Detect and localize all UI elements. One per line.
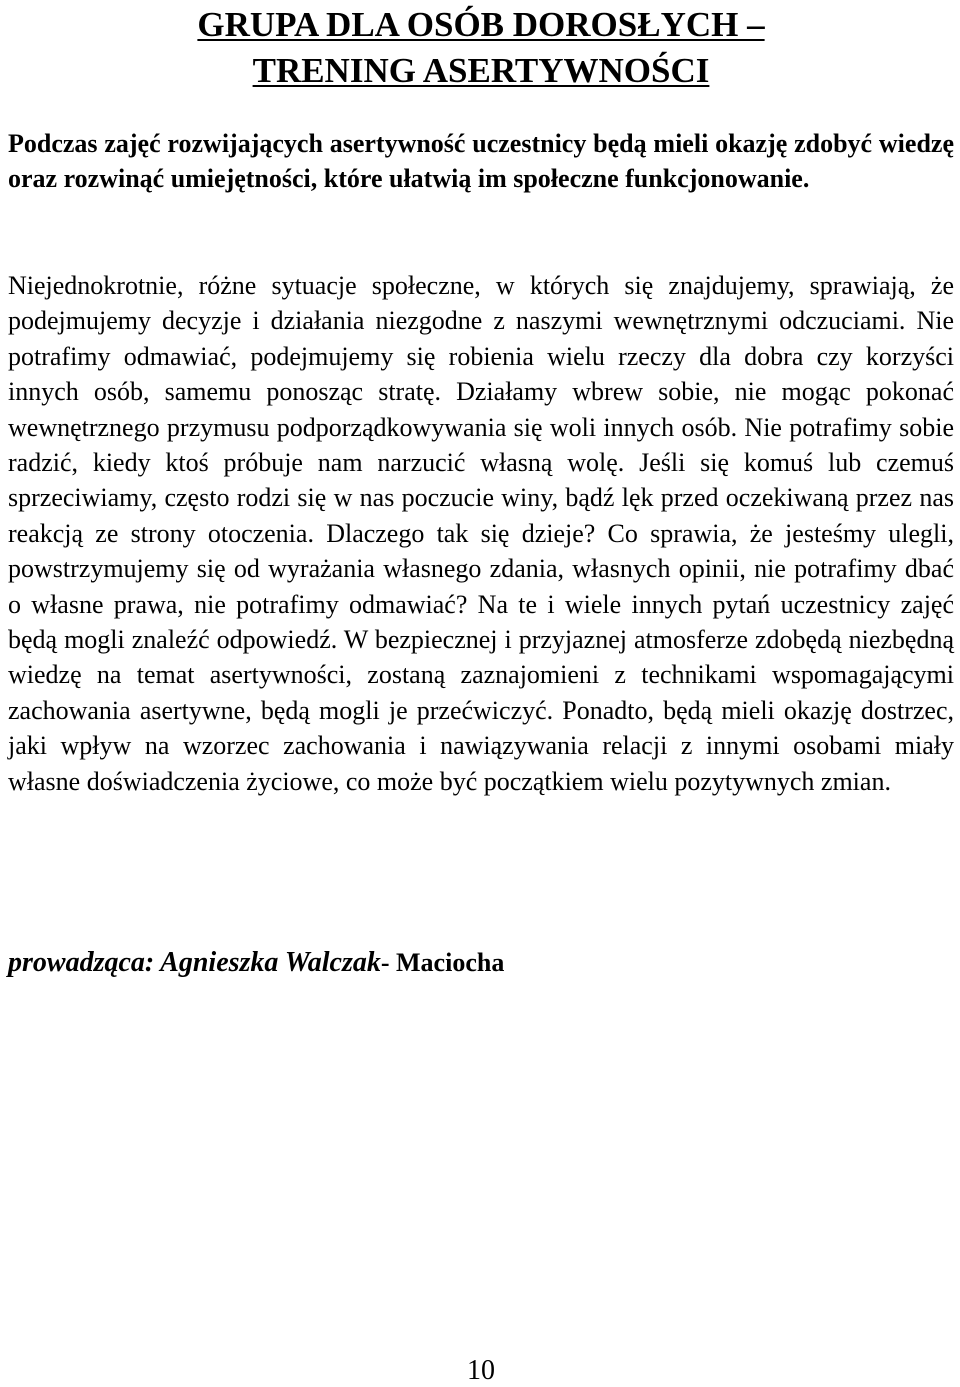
document-title bbox=[8, 0, 954, 94]
lead-paragraph: Podczas zajęć rozwijających asertywność uczestnicy będą mieli okazję zdobyć wiedzę oraz rozwinąć umiejętności, które ułatwią im społeczne funkcjonowanie. bbox=[8, 129, 954, 193]
page-number: 10 bbox=[467, 1355, 495, 1386]
title-line-2: TRENING ASERTYWNOŚCI bbox=[252, 51, 710, 90]
facilitator-line bbox=[8, 945, 504, 981]
title-line-1: GRUPA DLA OSÓB DOROSŁYCH – bbox=[197, 5, 765, 44]
facilitator-role-name: prowadząca: Agnieszka Walczak bbox=[8, 947, 381, 978]
body-paragraph: Niejednokrotnie, różne sytuacje społeczne, w których się znajdujemy, sprawiają, że podejmujemy decyzje i działania niezgodne z naszymi wewnętrznymi odczuciami. Nie potrafimy odmawiać, podejmujemy się robienia wielu rzeczy dla dobra czy korzyści innych osób, samemu ponosząc stratę. Działamy wbrew sobie, nie mogąc pokonać wewnętrznego przymusu podporządkowywania się woli innych osób. Nie potrafimy sobie radzić, kiedy ktoś próbuje nam narzucić własną wolę. Jeśli się komuś lub czemuś sprzeciwiamy, często rodzi się w nas poczucie winy, bądź lęk przed oczekiwaną przez nas reakcją ze strony otoczenia. Dlaczego tak się dzieje? Co sprawia, że jesteśmy ulegli, powstrzymujemy się od wyrażania własnego zdania, własnych opinii, nie potrafimy dbać o własne prawa, nie potrafimy odmawiać? Na te i wiele innych pytań uczestnicy zajęć będą mogli znaleźć odpowiedź. W bezpiecznej i przyjaznej atmosferze zdobędą niezbędną wiedzę na temat asertywności, zostaną zaznajomieni z technikami wspomagającymi zachowania asertywne, będą mogli je przećwiczyć. Ponadto, będą mieli okazję dostrzec, jaki wpływ na wzorzec zachowania i nawiązywania relacji z innymi osobami miały własne doświadczenia życiowe, co może być początkiem wielu pozytywnych zmian. bbox=[8, 271, 954, 796]
facilitator-surname: - Maciocha bbox=[380, 948, 505, 977]
document-page bbox=[8, 0, 954, 1386]
